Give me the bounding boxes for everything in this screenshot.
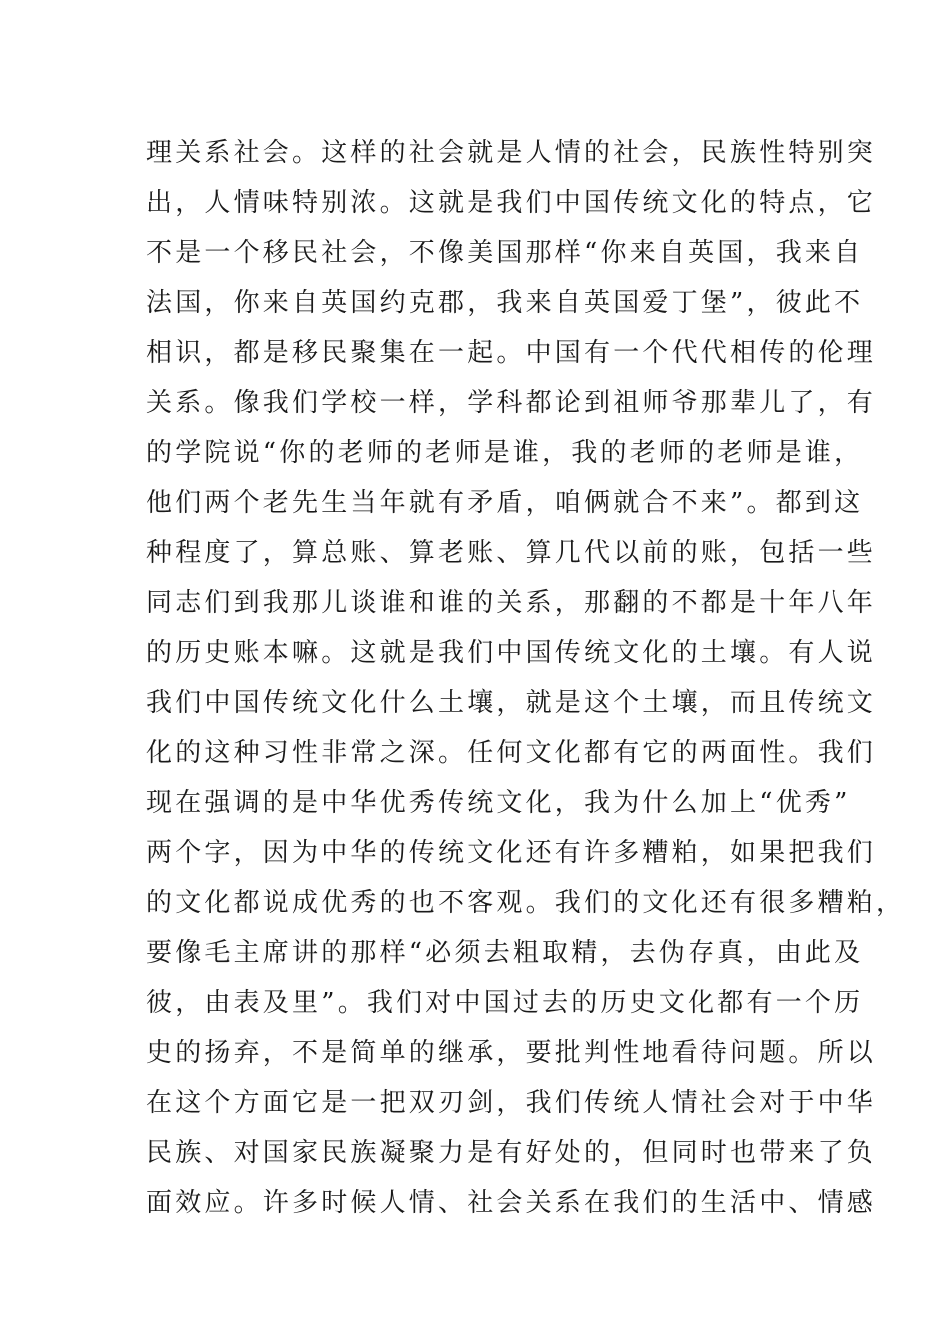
text-line: 相识，都是移民聚集在一起。中国有一个代代相传的伦理 (146, 338, 877, 368)
text-line: 种程度了，算总账、算老账、算几代以前的账，包括一些 (146, 538, 877, 568)
text-line: 的文化都说成优秀的也不客观。我们的文化还有很多糟粕， (146, 888, 906, 918)
text-line: 关系。像我们学校一样，学科都论到祖师爷那辈儿了，有 (146, 388, 877, 418)
text-line: 我们中国传统文化什么土壤，就是这个土壤，而且传统文 (146, 688, 877, 718)
text-line: 彼，由表及里”。我们对中国过去的历史文化都有一个历 (146, 988, 864, 1018)
body-text (146, 128, 906, 1228)
text-line: 理关系社会。这样的社会就是人情的社会，民族性特别突 (146, 138, 877, 168)
text-line: 民族、对国家民族凝聚力是有好处的，但同时也带来了负 (146, 1138, 877, 1168)
text-line: 要像毛主席讲的那样“必须去粗取精，去伪存真，由此及 (146, 938, 864, 968)
text-line: 法国，你来自英国约克郡，我来自英国爱丁堡”，彼此不 (146, 288, 864, 318)
text-line: 现在强调的是中华优秀传统文化，我为什么加上“优秀” (146, 788, 851, 818)
text-line: 的学院说“你的老师的老师是谁，我的老师的老师是谁， (146, 438, 864, 468)
text-line: 的历史账本嘛。这就是我们中国传统文化的土壤。有人说 (146, 638, 877, 668)
text-line: 面效应。许多时候人情、社会关系在我们的生活中、情感 (146, 1188, 877, 1218)
text-line: 化的这种习性非常之深。任何文化都有它的两面性。我们 (146, 738, 877, 768)
text-line: 两个字，因为中华的传统文化还有许多糟粕，如果把我们 (146, 838, 877, 868)
text-line: 同志们到我那儿谈谁和谁的关系，那翻的不都是十年八年 (146, 588, 877, 618)
text-line: 在这个方面它是一把双刃剑，我们传统人情社会对于中华 (146, 1088, 877, 1118)
text-line: 不是一个移民社会，不像美国那样“你来自英国，我来自 (146, 238, 864, 268)
text-line: 史的扬弃，不是简单的继承，要批判性地看待问题。所以 (146, 1038, 877, 1068)
text-line: 他们两个老先生当年就有矛盾，咱俩就合不来”。都到这 (146, 488, 864, 518)
text-line: 出，人情味特别浓。这就是我们中国传统文化的特点，它 (146, 188, 877, 218)
